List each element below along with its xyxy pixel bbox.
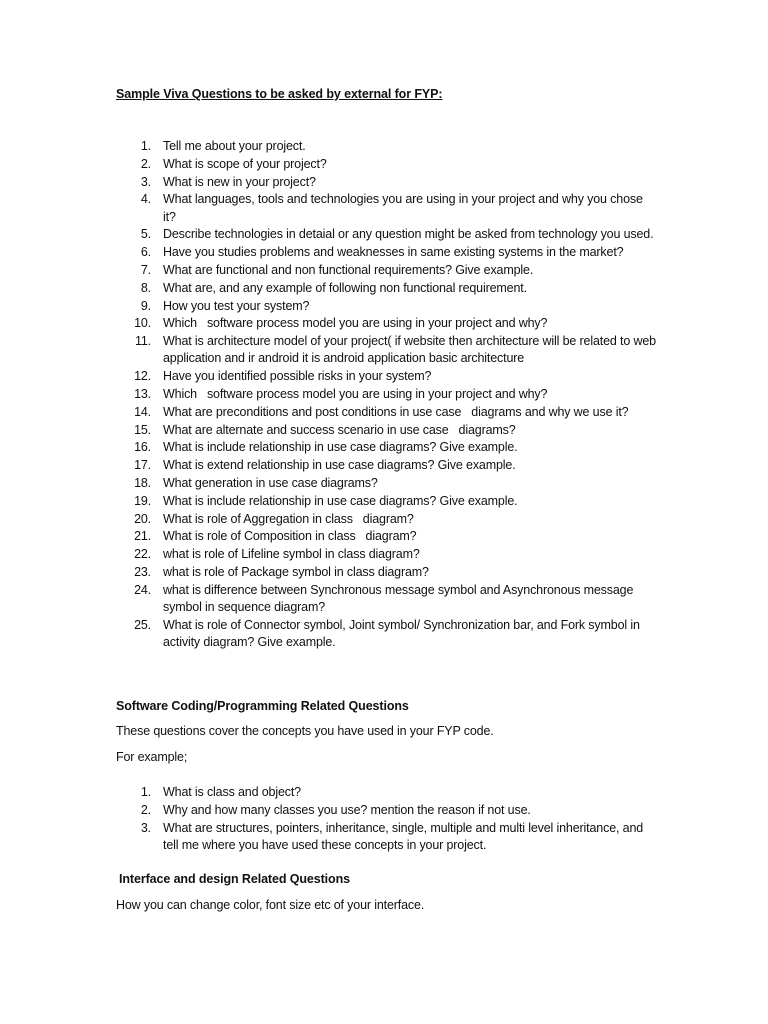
viva-question-item-number: 9. [140,298,151,313]
viva-question-item-text: What are functional and non functional requirements? Give example. [163,262,534,277]
coding-question-item [116,784,656,801]
viva-question-item [116,439,656,456]
coding-question-item-number: 3. [140,820,151,835]
viva-question-item-text: What is role of Composition in class diagram? [163,529,417,544]
viva-question-item-text: Describe technologies in detaial or any question might be asked from technology you used. [163,227,654,242]
viva-question-item-text: Have you studies problems and weaknesses in same existing systems in the market? [163,245,624,260]
viva-question-item-number: 8. [140,280,151,295]
viva-question-item-number: 12. [134,369,151,384]
viva-question-item [116,493,656,510]
viva-question-item-text: What is new in your project? [163,174,316,189]
viva-question-item-number: 18. [134,475,151,490]
viva-question-item-text: What are preconditions and post conditions in use case diagrams and why we use it? [163,404,629,419]
coding-question-item-number: 1. [140,785,151,799]
viva-question-item [116,475,656,492]
viva-question-item-number: 6. [140,245,151,260]
viva-question-item-number: 20. [134,511,151,526]
viva-question-item [116,138,656,155]
coding-question-list [116,784,656,855]
viva-question-item-text: What languages, tools and technologies you are using in your project and why you chose it? [163,192,647,224]
coding-question-item [116,802,656,819]
viva-question-item-number: 15. [134,422,151,437]
viva-question-item [116,244,656,261]
viva-question-item-number: 24. [134,582,151,597]
viva-question-item [116,564,656,581]
viva-question-item-text: What is role of Connector symbol, Joint symbol/ Synchronization bar, and Fork symbol in activity diagram? Give example. [163,617,644,649]
viva-question-item-text: What is extend relationship in use case diagrams? Give example. [163,458,516,473]
viva-question-item [116,582,656,616]
viva-question-item [116,174,656,191]
viva-question-item-text: Which software process model you are using in your project and why? [163,386,548,401]
viva-question-item-text: How you test your system? [163,298,310,313]
viva-question-item-text: what is role of Package symbol in class diagram? [163,564,429,579]
viva-question-item [116,404,656,421]
viva-question-item [116,422,656,439]
viva-question-item [116,386,656,403]
viva-question-item-text: Have you identified possible risks in your system? [163,369,432,384]
viva-question-item [116,298,656,315]
viva-question-item [116,368,656,385]
viva-question-item [116,617,656,651]
viva-question-item-text: Tell me about your project. [163,139,306,153]
viva-question-item-number: 23. [134,564,151,579]
coding-section-intro: These questions cover the concepts you have used in your FYP code. [116,724,494,738]
coding-example-label: For example; [116,750,188,764]
viva-question-item-text: What generation in use case diagrams? [163,475,378,490]
viva-question-item [116,191,656,225]
viva-question-item-text: What is architecture model of your project( if website then architecture will be related to web application and ir android it is android application basic architecture [163,334,660,366]
viva-question-item-number: 1. [140,139,151,153]
viva-question-item [116,528,656,545]
viva-question-item-number: 17. [134,458,151,473]
viva-question-item-number: 21. [134,529,151,544]
viva-question-item-number: 19. [134,493,151,508]
interface-section-heading: Interface and design Related Questions [119,872,350,886]
viva-question-item [116,315,656,332]
viva-question-item-number: 16. [134,440,151,455]
viva-question-item-text: What is include relationship in use case diagrams? Give example. [163,493,518,508]
coding-question-item-number: 2. [140,802,151,817]
coding-question-item-text: What are structures, pointers, inheritance, single, multiple and multi level inheritance, and tell me where you have used these concepts in your project. [163,820,647,852]
viva-question-item-text: Which software process model you are using in your project and why? [163,316,548,331]
viva-question-item-number: 22. [134,547,151,562]
viva-question-item-number: 4. [140,192,151,207]
viva-question-item-number: 11. [135,334,151,349]
viva-question-item [116,280,656,297]
interface-section-text: How you can change color, font size etc of your interface. [116,898,425,912]
viva-question-item-number: 25. [134,617,151,632]
viva-question-item-text: what is role of Lifeline symbol in class diagram? [163,547,420,562]
viva-question-item-number: 13. [134,386,151,401]
viva-question-item [116,511,656,528]
viva-question-item-number: 7. [140,262,151,277]
viva-question-item-text: What is scope of your project? [163,156,327,171]
viva-question-list [116,138,660,652]
viva-question-item [116,457,656,474]
document-title: Sample Viva Questions to be asked by external for FYP: [116,87,443,101]
viva-question-item-number: 5. [140,227,151,242]
viva-question-item-number: 10. [134,316,151,331]
viva-question-item [116,262,656,279]
viva-question-item-text: What is include relationship in use case diagrams? Give example. [163,440,518,455]
coding-question-item [116,820,656,854]
viva-question-item-number: 14. [134,404,151,419]
viva-question-item [116,226,656,243]
viva-question-item [116,333,660,367]
viva-question-item-text: What is role of Aggregation in class diagram? [163,511,414,526]
viva-question-item-number: 2. [140,156,151,171]
coding-question-item-text: Why and how many classes you use? mention the reason if not use. [163,802,531,817]
viva-question-item [116,156,656,173]
viva-question-item-text: what is difference between Synchronous message symbol and Asynchronous message symbol in sequence diagram? [163,582,637,614]
viva-question-item-text: What are, and any example of following non functional requirement. [163,280,527,295]
viva-question-item [116,546,656,563]
viva-question-item-number: 3. [140,174,151,189]
coding-question-item-text: What is class and object? [163,785,301,799]
viva-question-item-text: What are alternate and success scenario in use case diagrams? [163,422,516,437]
coding-section-heading: Software Coding/Programming Related Questions [116,699,409,713]
